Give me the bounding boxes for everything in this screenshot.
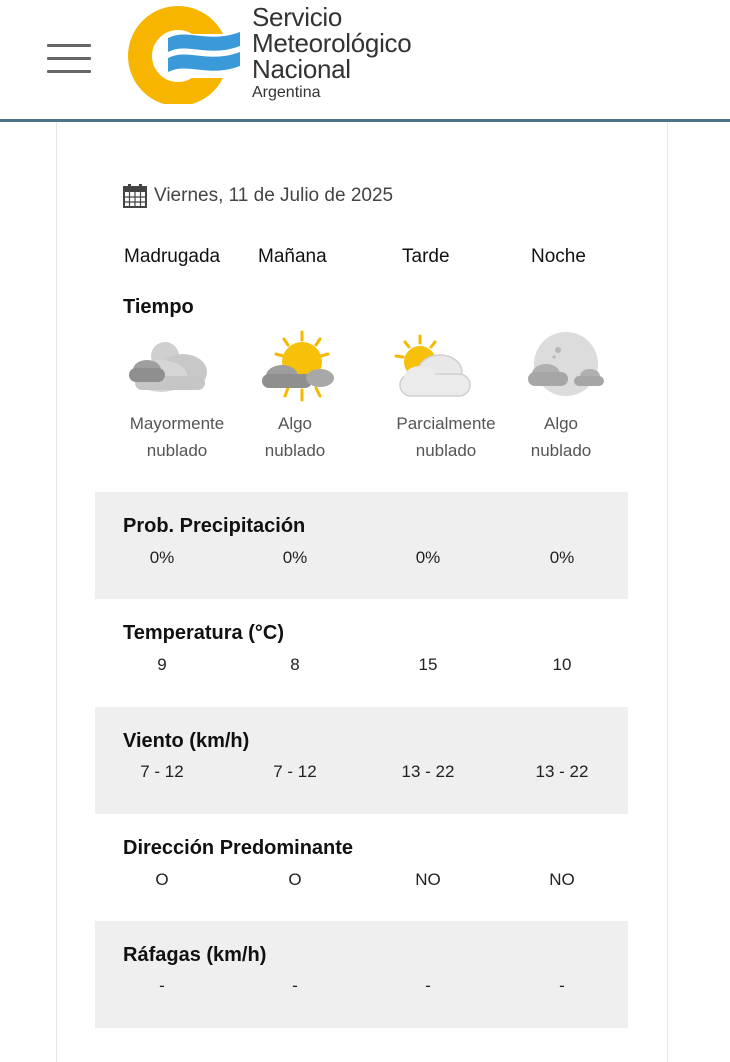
weather-desc-madrugada: Mayormente nublado	[129, 414, 225, 460]
wind-value: 13 - 22	[401, 762, 455, 781]
gusts-value: -	[159, 976, 165, 995]
gusts-value: -	[559, 976, 565, 995]
period-madrugada: Madrugada	[124, 246, 221, 267]
period-manana: Mañana	[258, 246, 327, 267]
wind-direction-title: Dirección Predominante	[123, 837, 354, 859]
menu-icon[interactable]	[47, 44, 91, 74]
weather-desc-manana: Algo nublado	[264, 414, 326, 460]
gusts-title: Ráfagas (km/h)	[123, 944, 267, 966]
precipitation-value: 0%	[282, 548, 308, 567]
precipitation-title: Prob. Precipitación	[123, 515, 306, 537]
logo-line-3: Nacional	[252, 54, 351, 84]
smn-logo-icon[interactable]	[128, 4, 248, 104]
logo-line-1: Servicio	[252, 2, 343, 32]
site-header	[0, 0, 730, 120]
precipitation-row	[95, 492, 628, 599]
wind-direction-row	[95, 814, 628, 921]
period-noche: Noche	[531, 246, 586, 267]
wind-row	[95, 707, 628, 814]
sun-behind-cloud-icon	[258, 330, 342, 402]
weather-desc-tarde: Parcialmente nublado	[396, 414, 496, 460]
wind-direction-value: NO	[415, 870, 441, 889]
temperature-value: 9	[157, 655, 167, 674]
temperature-value: 8	[290, 655, 300, 674]
forecast-date	[122, 182, 393, 210]
cloudy-night-icon	[125, 332, 209, 404]
logo-line-2: Meteorológico	[252, 28, 412, 58]
weather-title: Tiempo	[123, 296, 194, 318]
wind-direction-value: NO	[549, 870, 575, 889]
wind-value: 13 - 22	[535, 762, 589, 781]
wind-title: Viento (km/h)	[123, 730, 250, 752]
temperature-title: Temperatura (°C)	[123, 622, 284, 644]
wind-direction-value: O	[288, 870, 302, 889]
temperature-value: 10	[552, 655, 572, 674]
precipitation-value: 0%	[549, 548, 575, 567]
gusts-value: -	[425, 976, 431, 995]
wind-value: 7 - 12	[140, 762, 184, 781]
calendar-icon	[122, 183, 148, 209]
temperature-row	[95, 599, 628, 706]
logo-text[interactable]	[252, 4, 411, 103]
precipitation-value: 0%	[415, 548, 441, 567]
precipitation-value: 0%	[149, 548, 175, 567]
period-tarde: Tarde	[402, 246, 450, 267]
wind-direction-value: O	[155, 870, 169, 889]
gusts-row	[95, 921, 628, 1028]
date-text: Viernes, 11 de Julio de 2025	[154, 185, 394, 206]
gusts-value: -	[292, 976, 298, 995]
weather-desc-noche: Algo nublado	[530, 414, 592, 460]
temperature-value: 15	[418, 655, 438, 674]
moon-behind-cloud-icon	[524, 330, 608, 402]
logo-subtitle: Argentina	[252, 84, 321, 101]
wind-value: 7 - 12	[273, 762, 317, 781]
partly-cloudy-day-icon	[390, 332, 474, 404]
